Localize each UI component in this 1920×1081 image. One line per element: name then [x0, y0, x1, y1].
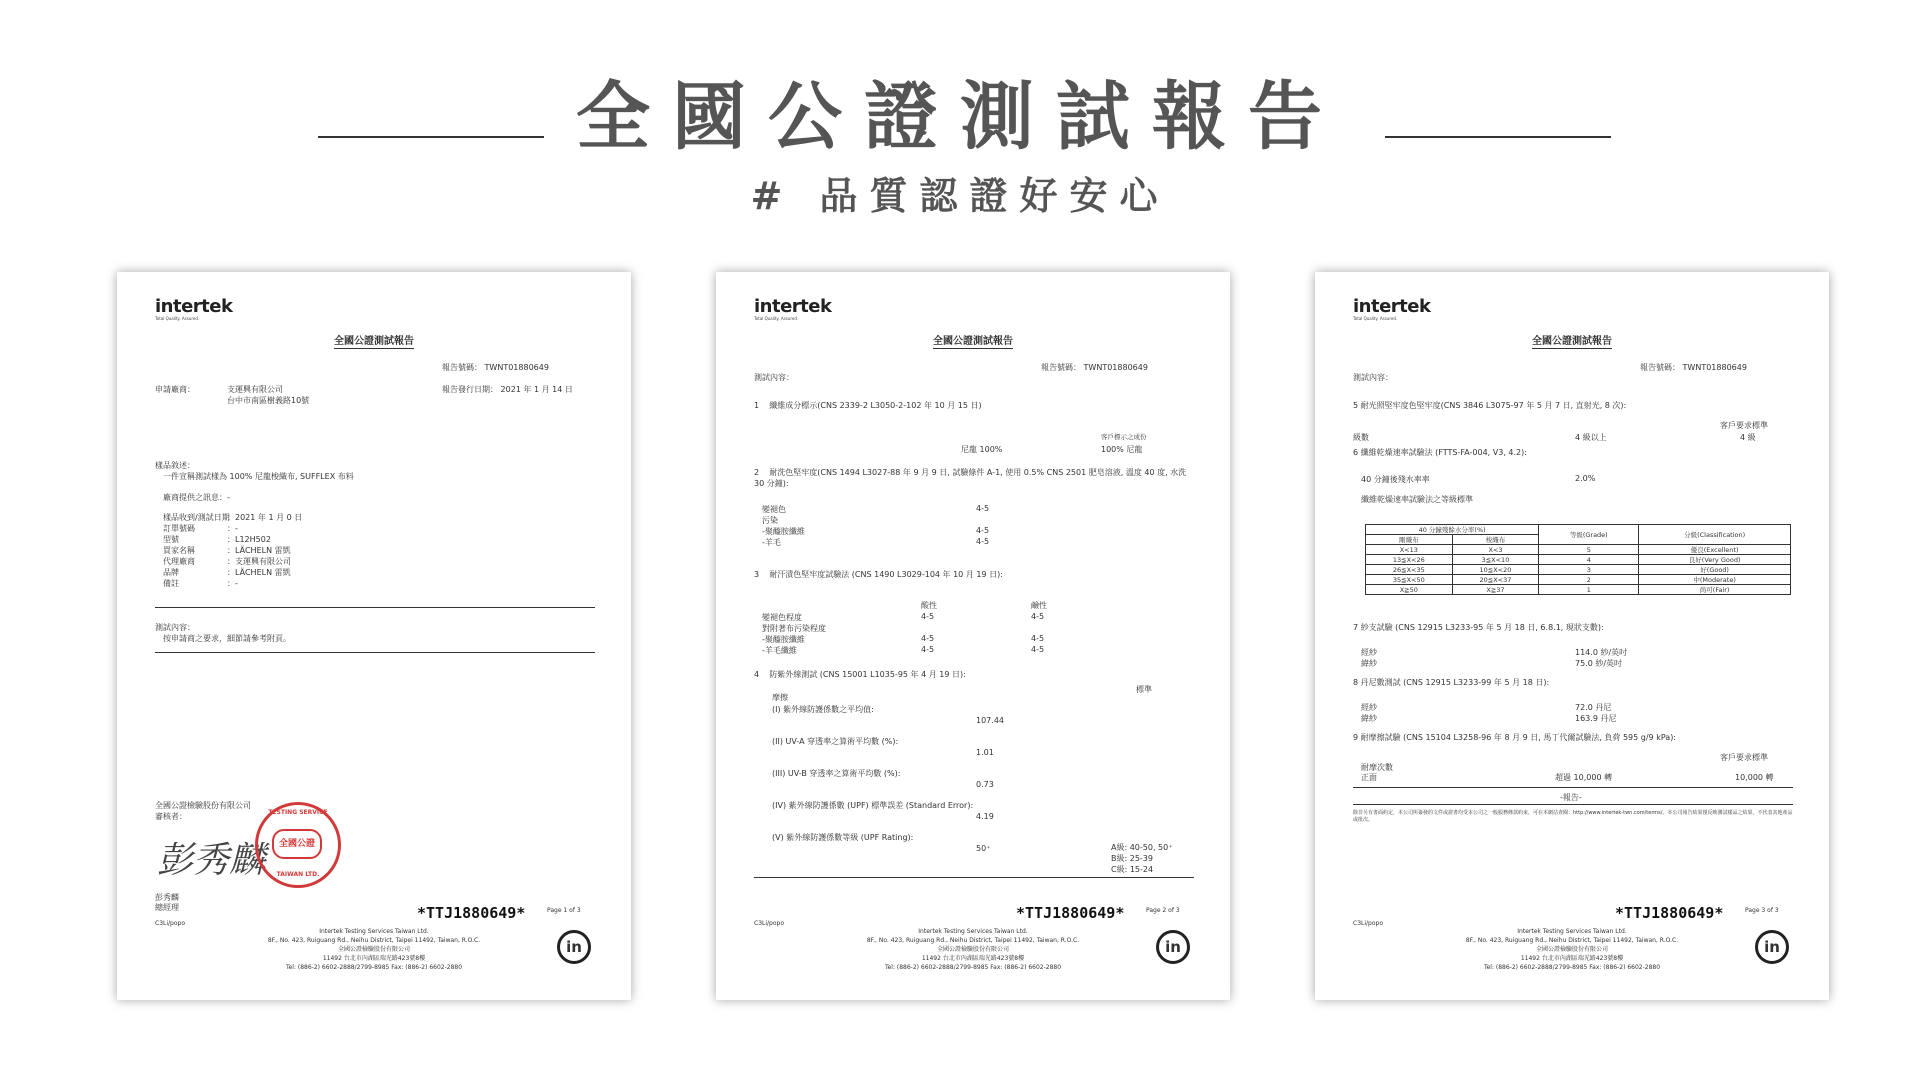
item9-label: 耐摩次數	[1361, 763, 1393, 772]
intertek-logo: intertek	[155, 296, 233, 317]
fine-print: 除非另有書面約定，本公司所簽發的文件或證書均受本公司之一般服務條款約束，可在本網站查閱：http://www.intertek-twn.com/terms/。本公司報告結果僅反映測試樣品之結果，不代表其他產品或批次。	[1353, 810, 1793, 823]
item7-warp: 經紗	[1361, 648, 1377, 657]
footer-address: Intertek Testing Services Taiwan Ltd. 8F., No. 423, Ruiguang Rd., Neihu District, Taipei 11492, Taiwan, R.O.C. 全國公證檢驗股份有限公司 11492 台北市內湖區瑞光路423號8樓 Tel: (886-2) 6602-2888/2799-8985 Fax: (886-2) 6602-2880	[866, 928, 1080, 971]
sample-info-row: ：2021 年 1 月 0 日	[227, 513, 303, 522]
uv-standard-label: 標準	[1136, 685, 1152, 694]
test-item-3: 3 耐汗漬色堅牢度試驗法 (CNS 1490 L3029-104 年 10 月 19 日):	[754, 570, 1003, 579]
item6-label: 40 分鐘後殘水率率	[1361, 475, 1430, 484]
divider	[754, 877, 1194, 878]
sweat-row: 4-5	[1031, 645, 1045, 654]
uv-row-label: (III) UV-B 穿透率之算術平均數 (%):	[772, 769, 901, 778]
divider	[1353, 804, 1793, 805]
uv-row-value: 50⁺	[976, 844, 991, 853]
report-code: *TTJ1880649*	[1016, 904, 1125, 922]
sample-info-row: 品牌	[163, 568, 179, 577]
item5-req: 4 級	[1740, 433, 1756, 442]
signer-name: 彭秀麟	[155, 893, 179, 902]
applicant-address: 台中市南區樹義路10號	[227, 396, 310, 405]
sample-info-row: 買家名稱	[163, 546, 195, 555]
footer-address: Intertek Testing Services Taiwan Ltd. 8F., No. 423, Ruiguang Rd., Neihu District, Taipei 11492, Taiwan, R.O.C. 全國公證檢驗股份有限公司 11492 台北市內湖區瑞光路423號8樓 Tel: (886-2) 6602-2888/2799-8985 Fax: (886-2) 6602-2880	[1465, 928, 1679, 971]
report-number: 報告號碼： TWNT01880649	[1640, 363, 1747, 372]
logo-tagline: Total Quality. Assured.	[155, 316, 200, 321]
report-page-3[interactable]	[1315, 272, 1829, 1000]
client-req-label: 客戶標示之成份	[1101, 433, 1147, 441]
uv-row-value: 107.44	[976, 716, 1004, 725]
uv-row-label: (II) UV-A 穿透率之算術平均數 (%):	[772, 737, 899, 746]
item9-req: 10,000 轉	[1735, 773, 1774, 782]
sweat-row: 對附著布污染程度	[762, 624, 826, 633]
sample-description: 一件宣稱測試樣為 100% 尼龍梭織布, SUFFLEX 布料	[163, 472, 354, 481]
item8-warp: 經紗	[1361, 703, 1377, 712]
item7-warp-value: 114.0 紗/英吋	[1575, 648, 1628, 657]
footer-ref: C3Li/popo	[155, 920, 185, 927]
test-content-label: 測試內容：	[1353, 373, 1393, 382]
signer-title: 總經理	[155, 903, 179, 912]
acid-head: 酸性	[921, 601, 937, 610]
applicant-name: 支運興有限公司	[227, 385, 283, 394]
signature: 彭秀麟	[157, 840, 266, 881]
sweat-row: -聚醯胺纖維	[762, 635, 805, 644]
divider	[155, 607, 595, 608]
grade-row: X<13 X<3 5 優良(Excellent)	[1366, 545, 1791, 555]
client-req-label: 客戶要求標準	[1720, 753, 1768, 762]
wash-row: 4-5	[976, 504, 990, 513]
certification-mark-icon: in	[1755, 930, 1789, 964]
item5-value: 4 級以上	[1575, 433, 1607, 442]
page-number: Page 2 of 3	[1146, 907, 1180, 914]
report-code: *TTJ1880649*	[1615, 904, 1724, 922]
page-number: Page 3 of 3	[1745, 907, 1779, 914]
certification-mark-icon: in	[1156, 930, 1190, 964]
uv-row-value: 1.01	[976, 748, 994, 757]
fiber-result: 尼龍 100%	[961, 445, 1003, 454]
item8-weft-value: 163.9 丹尼	[1575, 714, 1617, 723]
client-req-label: 客戶要求標準	[1720, 421, 1768, 430]
uv-row-label: (V) 紫外線防護係數等級 (UPF Rating):	[772, 833, 914, 842]
sweat-row: 4-5	[1031, 634, 1045, 643]
sweat-row: 變褪色程度	[762, 613, 802, 622]
client-req-value: 100% 尼龍	[1101, 445, 1143, 454]
page-subtitle: # 品質認證好安心	[750, 174, 1170, 218]
sample-info-row: ：支運興有限公司	[227, 557, 291, 566]
item6-value: 2.0%	[1575, 474, 1596, 483]
item8-weft: 緯紗	[1361, 714, 1377, 723]
uv-row-label: (IV) 紫外線防護係數 (UPF) 標準誤差 (Standard Error):	[772, 801, 974, 810]
item7-weft-value: 75.0 紗/英吋	[1575, 659, 1623, 668]
test-item-2: 2 耐洗色堅牢度(CNS 1494 L3027-88 年 9 月 9 日, 試驗條件 A-1, 使用 0.5% CNS 2501 肥皂溶液, 溫度 40 度, 水洗 30 分鐘):	[754, 468, 1187, 488]
buyer-info-label: 廠商提供之訊息：-	[163, 493, 230, 502]
sweat-row: 4-5	[921, 612, 935, 621]
sweat-row: 4-5	[921, 645, 935, 654]
divider	[155, 652, 595, 653]
test-item-6: 6 纖維乾燥速率試驗法 (FTTS-FA-004, V3, 4.2):	[1353, 448, 1527, 457]
grade-table-title: 纖維乾燥速率試驗法之等級標準	[1361, 495, 1473, 504]
logo-tagline: Total Quality. Assured.	[1353, 316, 1398, 321]
test-item-1: 1 纖維成分標示(CNS 2339-2 L3050-2-102 年 10 月 15 日)	[754, 401, 982, 410]
doc-title: 全國公證測試報告	[933, 336, 1013, 347]
sample-info-row: 型號	[163, 535, 179, 544]
grade-row: 26≦X<35 10≦X<20 3 好(Good)	[1366, 565, 1791, 575]
end-of-report: -報告-	[1560, 793, 1582, 802]
page-header	[0, 0, 1920, 230]
wash-row: 4-5	[976, 526, 990, 535]
certification-mark-icon: in	[557, 930, 591, 964]
footer-ref: C3Li/popo	[1353, 920, 1383, 927]
item7-weft: 緯紗	[1361, 659, 1377, 668]
title-rule-left	[318, 136, 544, 138]
test-content-label: 測試內容：	[155, 623, 195, 632]
test-item-7: 7 紗支試驗 (CNS 12915 L3233-95 年 5 月 18 日, 6.8.1, 現狀支數):	[1353, 623, 1604, 632]
drying-grade-table: 40 分鐘殘餘水分率(%) 等級(Grade) 分級(Classification) 剛織布 梭織布 X<13 X<3 5 優良(Excellent) 13≦X<26 3≦X<10 4 良好(Very Good) 26≦X<35 10≦X<20 3 好(Good) 35≦X<50 20≦X<37 2 中(Moderate) X≧50 X≧37 1 尚可(Fair)	[1365, 524, 1791, 595]
report-code: *TTJ1880649*	[417, 904, 526, 922]
intertek-logo: intertek	[754, 296, 832, 317]
approver-label: 審核者：	[155, 812, 187, 821]
sample-info-row: ：-	[227, 524, 238, 533]
footer-ref: C3Li/popo	[754, 920, 784, 927]
item8-warp-value: 72.0 丹尼	[1575, 703, 1612, 712]
intertek-logo: intertek	[1353, 296, 1431, 317]
page-number: Page 1 of 3	[547, 907, 581, 914]
report-page-1[interactable]	[117, 272, 631, 1000]
item9-value: 超過 10,000 轉	[1555, 773, 1613, 782]
upf-scale: A級: 40-50, 50⁺ B級: 25-39 C級: 15-24	[1111, 843, 1173, 874]
sample-info-row: ：L12H502	[227, 535, 271, 544]
company-line: 全國公證檢驗股份有限公司	[155, 801, 251, 810]
wash-row: 污染	[762, 516, 778, 525]
sample-info-row: 訂單號碼	[163, 524, 195, 533]
uv-row-value: 4.19	[976, 812, 994, 821]
test-item-9: 9 耐摩擦試驗 (CNS 15104 L3258-96 年 8 月 9 日, 馬丁代爾試驗法, 負荷 595 g/9 kPa):	[1353, 733, 1677, 742]
sweat-row: 4-5	[921, 634, 935, 643]
test-item-5: 5 耐光照堅牢度色堅牢度(CNS 3846 L3075-97 年 5 月 7 日, 直射光, 8 次):	[1353, 401, 1627, 410]
uv-row-label: (I) 紫外線防護係數之平均值:	[772, 705, 874, 714]
doc-title: 全國公證測試報告	[334, 336, 414, 347]
logo-tagline: Total Quality. Assured.	[754, 316, 799, 321]
sweat-row: 4-5	[1031, 612, 1045, 621]
applicant-label: 申請廠商：	[155, 385, 195, 394]
title-rule-right	[1385, 136, 1611, 138]
report-number: 報告號碼： TWNT01880649	[1041, 363, 1148, 372]
grade-row: X≧50 X≧37 1 尚可(Fair)	[1366, 585, 1791, 595]
wash-row: -聚醯胺纖維	[762, 527, 805, 536]
report-number: 報告號碼： TWNT01880649	[442, 363, 549, 372]
company-seal-stamp: TESTING SERVICE 全國公證 TAIWAN LTD.	[255, 802, 341, 888]
sample-info-row: ：LÄCHELN 雷凱	[227, 546, 291, 555]
issue-date: 報告發行日期： 2021 年 1 月 14 日	[442, 385, 573, 394]
alkali-head: 鹼性	[1031, 601, 1047, 610]
uv-item-label: 摩擦	[772, 693, 788, 702]
sample-info-row: ：-	[227, 579, 238, 588]
sample-label: 樣品敘述：	[155, 461, 195, 470]
item5-label: 級數	[1353, 433, 1369, 442]
doc-title: 全國公證測試報告	[1532, 336, 1612, 347]
sweat-row: -羊毛纖維	[762, 646, 797, 655]
wash-row: 變褪色	[762, 505, 786, 514]
uv-row-value: 0.73	[976, 780, 994, 789]
sample-info-row: ：LÄCHELN 雷凱	[227, 568, 291, 577]
test-content-text: 按申請商之要求，細節請參考附頁。	[163, 634, 291, 643]
test-content-label: 測試內容：	[754, 373, 794, 382]
divider	[1353, 787, 1793, 788]
test-item-8: 8 丹尼數測試 (CNS 12915 L3233-99 年 5 月 18 日):	[1353, 678, 1550, 687]
wash-row: 4-5	[976, 537, 990, 546]
sample-info-row: 備註	[163, 579, 179, 588]
footer-address: Intertek Testing Services Taiwan Ltd. 8F., No. 423, Ruiguang Rd., Neihu District, Taipei 11492, Taiwan, R.O.C. 全國公證檢驗股份有限公司 11492 台北市內湖區瑞光路423號8樓 Tel: (886-2) 6602-2888/2799-8985 Fax: (886-2) 6602-2880	[267, 928, 481, 971]
report-page-2[interactable]	[716, 272, 1230, 1000]
wash-row: -羊毛	[762, 538, 781, 547]
item9-face: 正面	[1361, 773, 1377, 782]
page-title: 全國公證測試報告	[576, 74, 1344, 160]
sample-info-row: 樣品收到/測試日期	[163, 513, 230, 522]
grade-row: 35≦X<50 20≦X<37 2 中(Moderate)	[1366, 575, 1791, 585]
sample-info-row: 代理廠商	[163, 557, 195, 566]
test-item-4: 4 防紫外線測試 (CNS 15001 L1035-95 年 4 月 19 日):	[754, 670, 966, 679]
grade-row: 13≦X<26 3≦X<10 4 良好(Very Good)	[1366, 555, 1791, 565]
